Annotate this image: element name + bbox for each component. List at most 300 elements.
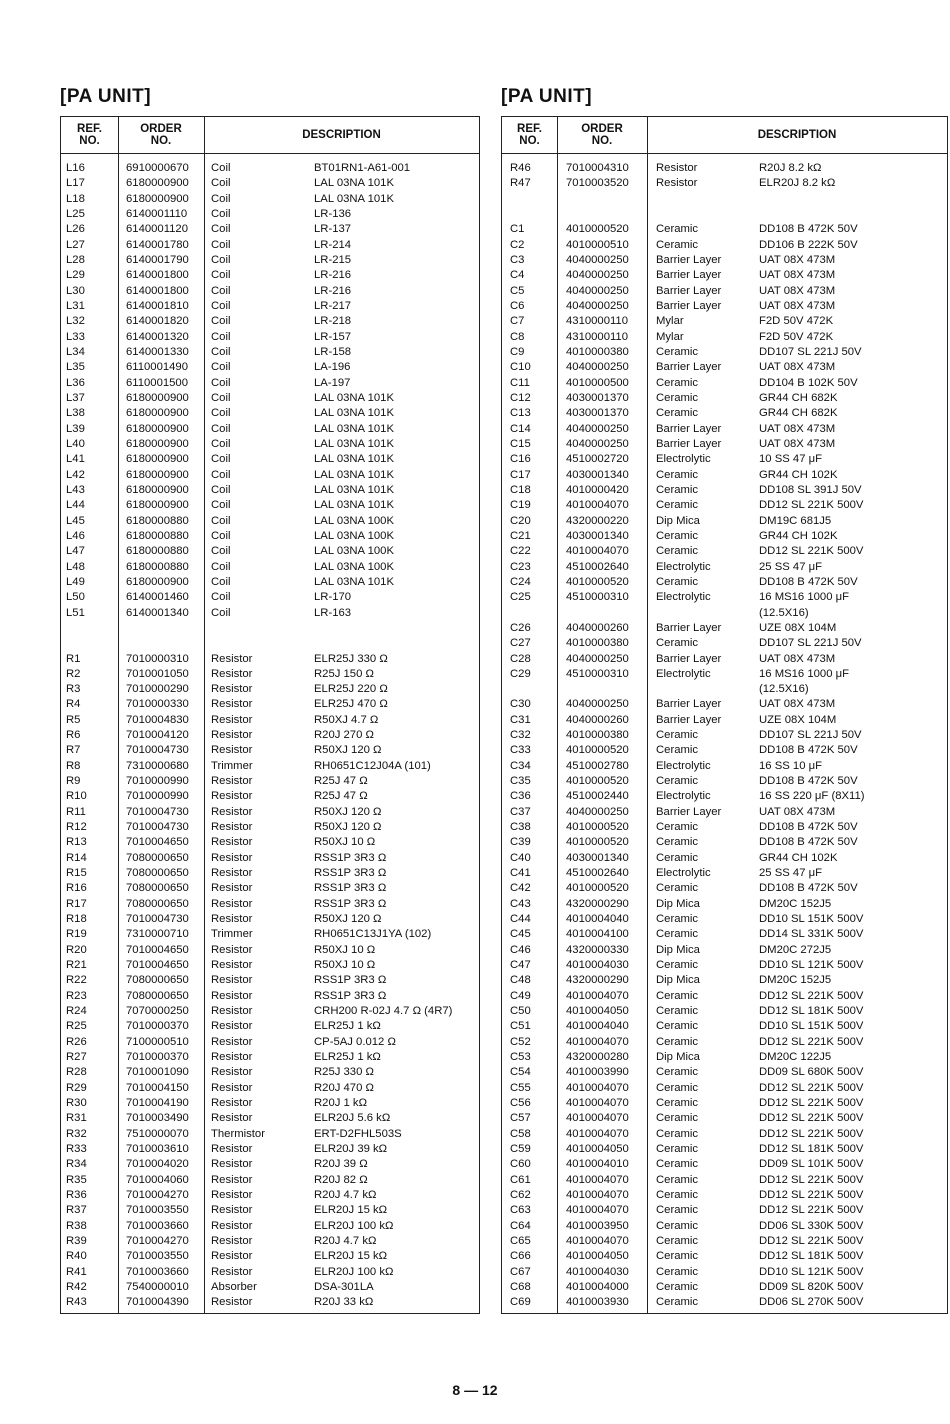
part-spec-cell: RH0651C12J04A (101) <box>314 759 431 772</box>
table-row <box>61 667 479 682</box>
order-no-cell: 4320000280 <box>566 1051 629 1064</box>
order-no-cell: 4030001340 <box>566 529 629 542</box>
part-spec-cell: 16 MS16 1000 μF <box>759 591 850 604</box>
table-row <box>61 161 479 176</box>
part-type-cell: Dip Mica <box>656 897 700 910</box>
table-row <box>61 1295 479 1310</box>
part-spec-cell: R50XJ 120 Ω <box>314 821 382 834</box>
part-type-cell: Ceramic <box>656 836 699 849</box>
table-row <box>502 1219 947 1234</box>
part-type-cell: Ceramic <box>656 637 699 650</box>
order-no-cell: 4010004070 <box>566 989 629 1002</box>
part-type-cell: Electrolytic <box>656 560 711 573</box>
ref-no-cell: L49 <box>66 575 85 588</box>
part-type-cell: Mylar <box>656 330 684 343</box>
table-header <box>502 117 947 154</box>
order-no-cell: 4010003930 <box>566 1296 629 1309</box>
table-row <box>61 1019 479 1034</box>
part-spec-cell: UAT 08X 473M <box>759 805 836 818</box>
part-spec-cell: F2D 50V 472K <box>759 330 834 343</box>
part-type-cell: Ceramic <box>656 729 699 742</box>
part-spec-cell: LR-217 <box>314 299 352 312</box>
ref-no-header: REF. NO. <box>77 123 102 147</box>
table-row <box>502 636 947 651</box>
ref-no-cell: R28 <box>66 1066 87 1079</box>
table-row <box>61 958 479 973</box>
ref-no-cell: C30 <box>510 698 531 711</box>
ref-no-cell: C59 <box>510 1143 531 1155</box>
part-spec-cell: GR44 CH 102K <box>759 851 838 864</box>
ref-no-cell: L28 <box>66 253 85 266</box>
ref-no-cell: C33 <box>510 744 531 757</box>
ref-no-cell: R16 <box>66 882 87 895</box>
part-spec-cell: UAT 08X 473M <box>759 253 836 266</box>
order-no-cell: 6140001800 <box>126 284 189 297</box>
ref-no-cell: C58 <box>510 1127 531 1140</box>
ref-no-cell: C41 <box>510 867 531 880</box>
part-type-cell: Ceramic <box>656 959 699 972</box>
table-row <box>502 1127 947 1142</box>
ref-no-header: REF. NO. <box>517 123 542 147</box>
ref-no-cell: R33 <box>66 1143 87 1155</box>
ref-no-cell: C3 <box>510 253 525 266</box>
part-type-cell: Resistor <box>211 897 253 910</box>
order-no-cell: 7010004830 <box>126 713 189 726</box>
table-row <box>61 452 479 467</box>
ref-no-cell: C55 <box>510 1081 531 1094</box>
table-row <box>502 774 947 789</box>
ref-no-cell: L47 <box>66 545 85 558</box>
part-spec-cell: DD10 SL 151K 500V <box>759 1020 864 1033</box>
part-spec-cell: LAL 03NA 101K <box>314 192 394 205</box>
ref-no-cell: R23 <box>66 989 87 1002</box>
part-spec-cell: LAL 03NA 100K <box>314 514 394 527</box>
part-type-cell: Ceramic <box>656 1097 699 1110</box>
part-type-cell: Ceramic <box>656 851 699 864</box>
table-row <box>502 989 947 1004</box>
part-type-cell: Ceramic <box>656 744 699 757</box>
part-spec-cell: UAT 08X 473M <box>759 437 836 450</box>
part-spec-cell: LA-196 <box>314 361 351 374</box>
part-spec-cell: DD12 SL 221K 500V <box>759 1127 864 1140</box>
order-no-cell: 4310000110 <box>566 330 628 343</box>
part-type-cell: Coil <box>211 499 231 512</box>
order-no-cell: 7010004650 <box>126 943 189 956</box>
ref-no-cell: R4 <box>66 698 81 711</box>
part-type-cell: Ceramic <box>656 775 699 788</box>
part-type-cell: Electrolytic <box>656 453 711 466</box>
part-spec-cell: 25 SS 47 μF <box>759 560 823 573</box>
part-spec-cell: DM19C 681J5 <box>759 514 832 527</box>
table-row <box>502 912 947 927</box>
ref-no-cell: L26 <box>66 223 85 236</box>
order-no-cell: 4310000110 <box>566 315 628 328</box>
part-spec-cell: CRH200 R-02J 4.7 Ω (4R7) <box>314 1005 453 1018</box>
order-no-cell: 4010004030 <box>566 959 629 972</box>
table-row <box>502 422 947 437</box>
ref-no-cell: C19 <box>510 499 531 512</box>
order-no-cell: 4040000250 <box>566 269 629 282</box>
table-header <box>61 117 479 154</box>
part-spec-cell: DM20C 152J5 <box>759 897 832 910</box>
part-type-cell: Barrier Layer <box>656 269 722 282</box>
order-no-cell: 6140001330 <box>126 345 189 358</box>
part-spec-cell: R50XJ 10 Ω <box>314 836 376 849</box>
table-row <box>502 1065 947 1080</box>
part-spec-cell: R20J 39 Ω <box>314 1158 368 1171</box>
part-type-cell: Electrolytic <box>656 759 711 772</box>
order-no-cell: 4010004070 <box>566 1173 629 1186</box>
table-row <box>502 468 947 483</box>
part-spec-cell: DD107 SL 221J 50V <box>759 345 862 358</box>
ref-no-cell: L25 <box>66 207 85 220</box>
table-row <box>502 1295 947 1310</box>
order-no-cell: 6180000880 <box>126 514 189 527</box>
part-type-cell: Ceramic <box>656 1173 699 1186</box>
part-type-cell: Coil <box>211 162 231 174</box>
part-spec-cell: DD12 SL 221K 500V <box>759 1035 864 1048</box>
table-row <box>502 789 947 804</box>
part-spec-cell: DM20C 122J5 <box>759 1051 832 1064</box>
part-type-cell: Electrolytic <box>656 591 711 604</box>
table-row <box>502 820 947 835</box>
ref-no-cell: C5 <box>510 284 525 297</box>
ref-no-cell: R46 <box>510 162 531 174</box>
part-type-cell: Ceramic <box>656 391 699 404</box>
table-row <box>61 697 479 712</box>
part-spec-cell: DD10 SL 121K 500V <box>759 959 864 972</box>
part-spec-cell: F2D 50V 472K <box>759 315 834 328</box>
order-no-cell: 4510002440 <box>566 790 629 803</box>
part-type-cell: Resistor <box>211 836 253 849</box>
part-spec-cell: LR-218 <box>314 315 352 328</box>
table-row <box>502 958 947 973</box>
table-row <box>502 1111 947 1126</box>
order-no-cell: 6180000900 <box>126 575 189 588</box>
part-spec-cell: DD12 SL 221K 500V <box>759 1188 864 1201</box>
part-type-cell: Coil <box>211 361 231 374</box>
table-row <box>502 192 947 207</box>
table-row <box>61 989 479 1004</box>
part-type-cell: Resistor <box>211 790 253 803</box>
ref-no-cell: R6 <box>66 729 81 742</box>
ref-no-cell: C62 <box>510 1188 531 1201</box>
order-no-cell: 6140001110 <box>126 207 188 220</box>
part-spec-cell: LR-216 <box>314 284 352 297</box>
part-spec-cell: LAL 03NA 101K <box>314 499 394 512</box>
part-type-cell: Coil <box>211 529 231 542</box>
order-no-cell: 6140001820 <box>126 315 189 328</box>
part-spec-cell: LAL 03NA 100K <box>314 545 394 558</box>
part-type-cell: Ceramic <box>656 407 699 420</box>
table-row <box>502 345 947 360</box>
part-spec-cell: R20J 470 Ω <box>314 1081 374 1094</box>
part-spec-cell: DD108 B 472K 50V <box>759 836 858 849</box>
order-no-cell: 6180000880 <box>126 545 189 558</box>
ref-no-cell: C63 <box>510 1204 531 1217</box>
order-no-cell: 4010004010 <box>566 1158 629 1171</box>
ref-no-cell: L30 <box>66 284 85 297</box>
part-type-cell: Ceramic <box>656 1188 699 1201</box>
part-type-cell: Resistor <box>211 805 253 818</box>
ref-no-cell: C51 <box>510 1020 531 1033</box>
part-type-cell: Barrier Layer <box>656 361 722 374</box>
part-spec-cell: R50XJ 120 Ω <box>314 744 382 757</box>
ref-no-cell: L34 <box>66 345 85 358</box>
table-row <box>61 1127 479 1142</box>
order-no-cell: 7010004390 <box>126 1296 189 1309</box>
part-spec-cell: DD06 SL 330K 500V <box>759 1219 864 1232</box>
part-spec-cell: LR-216 <box>314 269 352 282</box>
part-type-cell: Resistor <box>656 162 698 174</box>
table-row <box>502 1004 947 1019</box>
ref-no-cell: C23 <box>510 560 531 573</box>
table-row <box>502 514 947 529</box>
part-spec-cell: UAT 08X 473M <box>759 422 836 435</box>
part-type-cell: Coil <box>211 330 231 343</box>
order-no-cell: 4010000520 <box>566 223 629 236</box>
part-spec-cell: ELR20J 8.2 kΩ <box>759 177 836 190</box>
ref-no-cell: C36 <box>510 790 531 803</box>
table-row <box>502 222 947 237</box>
ref-no-cell: C10 <box>510 361 531 374</box>
table-row <box>61 774 479 789</box>
part-type-cell: Ceramic <box>656 1265 699 1278</box>
ref-no-cell: L50 <box>66 591 85 604</box>
table-row <box>61 1096 479 1111</box>
ref-no-cell: L32 <box>66 315 85 328</box>
part-type-cell: Resistor <box>211 1173 253 1186</box>
ref-no-cell: R22 <box>66 974 87 987</box>
order-no-cell: 7010000330 <box>126 698 189 711</box>
table-row <box>502 452 947 467</box>
table-row <box>61 897 479 912</box>
table-row <box>61 544 479 559</box>
part-type-cell: Coil <box>211 514 231 527</box>
part-type-cell: Coil <box>211 545 231 558</box>
table-row <box>61 1173 479 1188</box>
ref-no-cell: C61 <box>510 1173 531 1186</box>
part-type-cell: Coil <box>211 606 231 619</box>
part-spec-cell: UAT 08X 473M <box>759 698 836 711</box>
ref-no-cell: C45 <box>510 928 531 941</box>
table-row <box>61 621 479 636</box>
ref-no-cell: R32 <box>66 1127 87 1140</box>
order-no-cell: 7010004730 <box>126 821 189 834</box>
order-no-cell: 4510002640 <box>566 867 629 880</box>
table-row <box>502 851 947 866</box>
order-no-cell: 7080000650 <box>126 897 189 910</box>
part-spec-cell: UAT 08X 473M <box>759 361 836 374</box>
part-spec-cell: LR-214 <box>314 238 352 251</box>
order-no-cell: 6180000900 <box>126 468 189 481</box>
ref-no-cell: R26 <box>66 1035 87 1048</box>
part-type-cell: Coil <box>211 299 231 312</box>
order-no-cell: 7010004730 <box>126 744 189 757</box>
ref-no-cell: R15 <box>66 867 87 880</box>
part-type-cell: Resistor <box>211 1081 253 1094</box>
part-type-cell: Resistor <box>211 851 253 864</box>
order-no-cell: 7080000650 <box>126 882 189 895</box>
order-no-cell: 6110001500 <box>126 376 188 389</box>
part-spec-cell: R50XJ 10 Ω <box>314 959 376 972</box>
part-spec-cell: DD12 SL 221K 500V <box>759 1097 864 1110</box>
table-row <box>61 207 479 222</box>
part-spec-cell: ELR20J 100 kΩ <box>314 1219 394 1232</box>
part-spec-cell: R20J 4.7 kΩ <box>314 1188 377 1201</box>
order-no-cell: 4010000380 <box>566 345 629 358</box>
order-no-cell: 4040000250 <box>566 253 629 266</box>
part-spec-cell: DM20C 272J5 <box>759 943 832 956</box>
part-type-cell: Ceramic <box>656 1005 699 1018</box>
part-type-cell: Absorber <box>211 1280 257 1293</box>
part-type-cell: Dip Mica <box>656 974 700 987</box>
part-type-cell: Resistor <box>211 775 253 788</box>
ref-no-cell: L42 <box>66 468 85 481</box>
table-row <box>61 222 479 237</box>
part-spec-cell: DD12 SL 181K 500V <box>759 1143 864 1155</box>
table-row <box>502 1050 947 1065</box>
order-no-cell: 7080000650 <box>126 851 189 864</box>
ref-no-cell: R34 <box>66 1158 87 1171</box>
ref-no-cell: C66 <box>510 1250 531 1263</box>
order-no-cell: 4010004070 <box>566 1234 629 1247</box>
order-no-cell: 4010000520 <box>566 882 629 895</box>
part-type-cell: Ceramic <box>656 545 699 558</box>
part-type-cell: Resistor <box>211 1219 253 1232</box>
part-spec-cell: DD09 SL 820K 500V <box>759 1280 864 1293</box>
order-no-cell: 7010003660 <box>126 1219 189 1232</box>
part-spec-cell: ELR25J 220 Ω <box>314 683 388 696</box>
part-type-cell: Barrier Layer <box>656 805 722 818</box>
order-no-cell: 4010000520 <box>566 744 629 757</box>
part-spec-cell: LR-136 <box>314 207 352 220</box>
table-row <box>61 1035 479 1050</box>
order-no-cell: 4040000250 <box>566 437 629 450</box>
order-no-cell: 6180000880 <box>126 560 189 573</box>
order-no-cell: 4040000260 <box>566 713 629 726</box>
part-type-cell: Barrier Layer <box>656 437 722 450</box>
table-row <box>502 376 947 391</box>
order-no-cell: 6180000880 <box>126 529 189 542</box>
ref-no-cell: L44 <box>66 499 85 512</box>
ref-no-cell: L41 <box>66 453 85 466</box>
order-no-header: ORDER NO. <box>581 123 623 147</box>
order-no-cell: 4510000310 <box>566 667 629 680</box>
part-type-cell: Barrier Layer <box>656 713 722 726</box>
part-spec-cell: DD12 SL 221K 500V <box>759 1204 864 1217</box>
table-row <box>502 1035 947 1050</box>
part-spec-cell: DD106 B 222K 50V <box>759 238 858 251</box>
part-spec-cell: LR-163 <box>314 606 352 619</box>
order-no-cell: 7010004730 <box>126 913 189 926</box>
part-type-cell: Ceramic <box>656 345 699 358</box>
ref-no-cell: L29 <box>66 269 85 282</box>
ref-no-cell: C24 <box>510 575 531 588</box>
ref-no-cell: L43 <box>66 483 85 496</box>
ref-no-cell: L45 <box>66 514 85 527</box>
part-type-cell: Ceramic <box>656 376 699 389</box>
table-row <box>61 713 479 728</box>
order-no-cell: 4010000520 <box>566 836 629 849</box>
part-spec-cell: LA-197 <box>314 376 351 389</box>
part-type-cell: Ceramic <box>656 1112 699 1125</box>
ref-no-cell: C22 <box>510 545 531 558</box>
part-spec-cell: R25J 47 Ω <box>314 790 368 803</box>
table-row <box>61 943 479 958</box>
ref-no-cell: L16 <box>66 162 85 174</box>
ref-no-cell: C18 <box>510 483 531 496</box>
part-type-cell: Resistor <box>211 698 253 711</box>
part-type-cell: Resistor <box>211 1250 253 1263</box>
part-spec-cell: R20J 4.7 kΩ <box>314 1234 377 1247</box>
order-no-cell: 4030001370 <box>566 391 629 404</box>
ref-no-cell: L39 <box>66 422 85 435</box>
part-spec-cell: DD108 B 472K 50V <box>759 575 858 588</box>
ref-no-cell: R10 <box>66 790 87 803</box>
order-no-cell: 4010000500 <box>566 376 629 389</box>
ref-no-cell: C49 <box>510 989 531 1002</box>
part-spec-cell: R25J 330 Ω <box>314 1066 374 1079</box>
part-type-cell: Ceramic <box>656 499 699 512</box>
table-row <box>61 789 479 804</box>
ref-no-cell: R12 <box>66 821 87 834</box>
right-table-body <box>502 161 947 1311</box>
order-no-cell: 4510000310 <box>566 591 629 604</box>
table-row <box>502 406 947 421</box>
part-spec-cell: ELR20J 15 kΩ <box>314 1250 388 1263</box>
part-type-cell: Ceramic <box>656 1081 699 1094</box>
part-spec-cell: LAL 03NA 100K <box>314 560 394 573</box>
table-row <box>61 345 479 360</box>
part-spec-cell: GR44 CH 682K <box>759 391 838 404</box>
ref-no-cell: C17 <box>510 468 531 481</box>
table-row <box>61 268 479 283</box>
ref-no-cell: L27 <box>66 238 85 251</box>
order-no-cell: 4010004040 <box>566 913 629 926</box>
order-no-cell: 7010003490 <box>126 1112 189 1125</box>
ref-no-cell: R9 <box>66 775 81 788</box>
part-type-cell: Barrier Layer <box>656 299 722 312</box>
part-spec-cell: DD14 SL 331K 500V <box>759 928 864 941</box>
part-type-cell: Coil <box>211 483 231 496</box>
order-no-cell: 6180000900 <box>126 483 189 496</box>
order-no-cell: 7510000070 <box>126 1127 189 1140</box>
table-row <box>502 897 947 912</box>
part-type-cell: Resistor <box>211 1234 253 1247</box>
ref-no-cell: C35 <box>510 775 531 788</box>
table-row <box>61 1081 479 1096</box>
ref-no-cell: C14 <box>510 422 531 435</box>
ref-no-cell: R20 <box>66 943 87 956</box>
part-type-cell: Ceramic <box>656 821 699 834</box>
part-spec-cell: R50XJ 10 Ω <box>314 943 376 956</box>
part-spec-cell: DD107 SL 221J 50V <box>759 729 862 742</box>
table-row <box>502 728 947 743</box>
order-no-cell: 4010004070 <box>566 545 629 558</box>
order-no-cell: 4040000250 <box>566 299 629 312</box>
order-no-cell: 4030001340 <box>566 851 629 864</box>
ref-no-cell: C38 <box>510 821 531 834</box>
part-type-cell: Barrier Layer <box>656 422 722 435</box>
order-no-cell: 4030001370 <box>566 407 629 420</box>
order-no-cell: 4320000290 <box>566 974 629 987</box>
part-type-cell: Trimmer <box>211 759 253 772</box>
part-spec-cell: UAT 08X 473M <box>759 284 836 297</box>
order-no-cell: 7010004150 <box>126 1081 189 1094</box>
part-type-cell: Resistor <box>211 1296 253 1309</box>
part-type-cell: Ceramic <box>656 913 699 926</box>
